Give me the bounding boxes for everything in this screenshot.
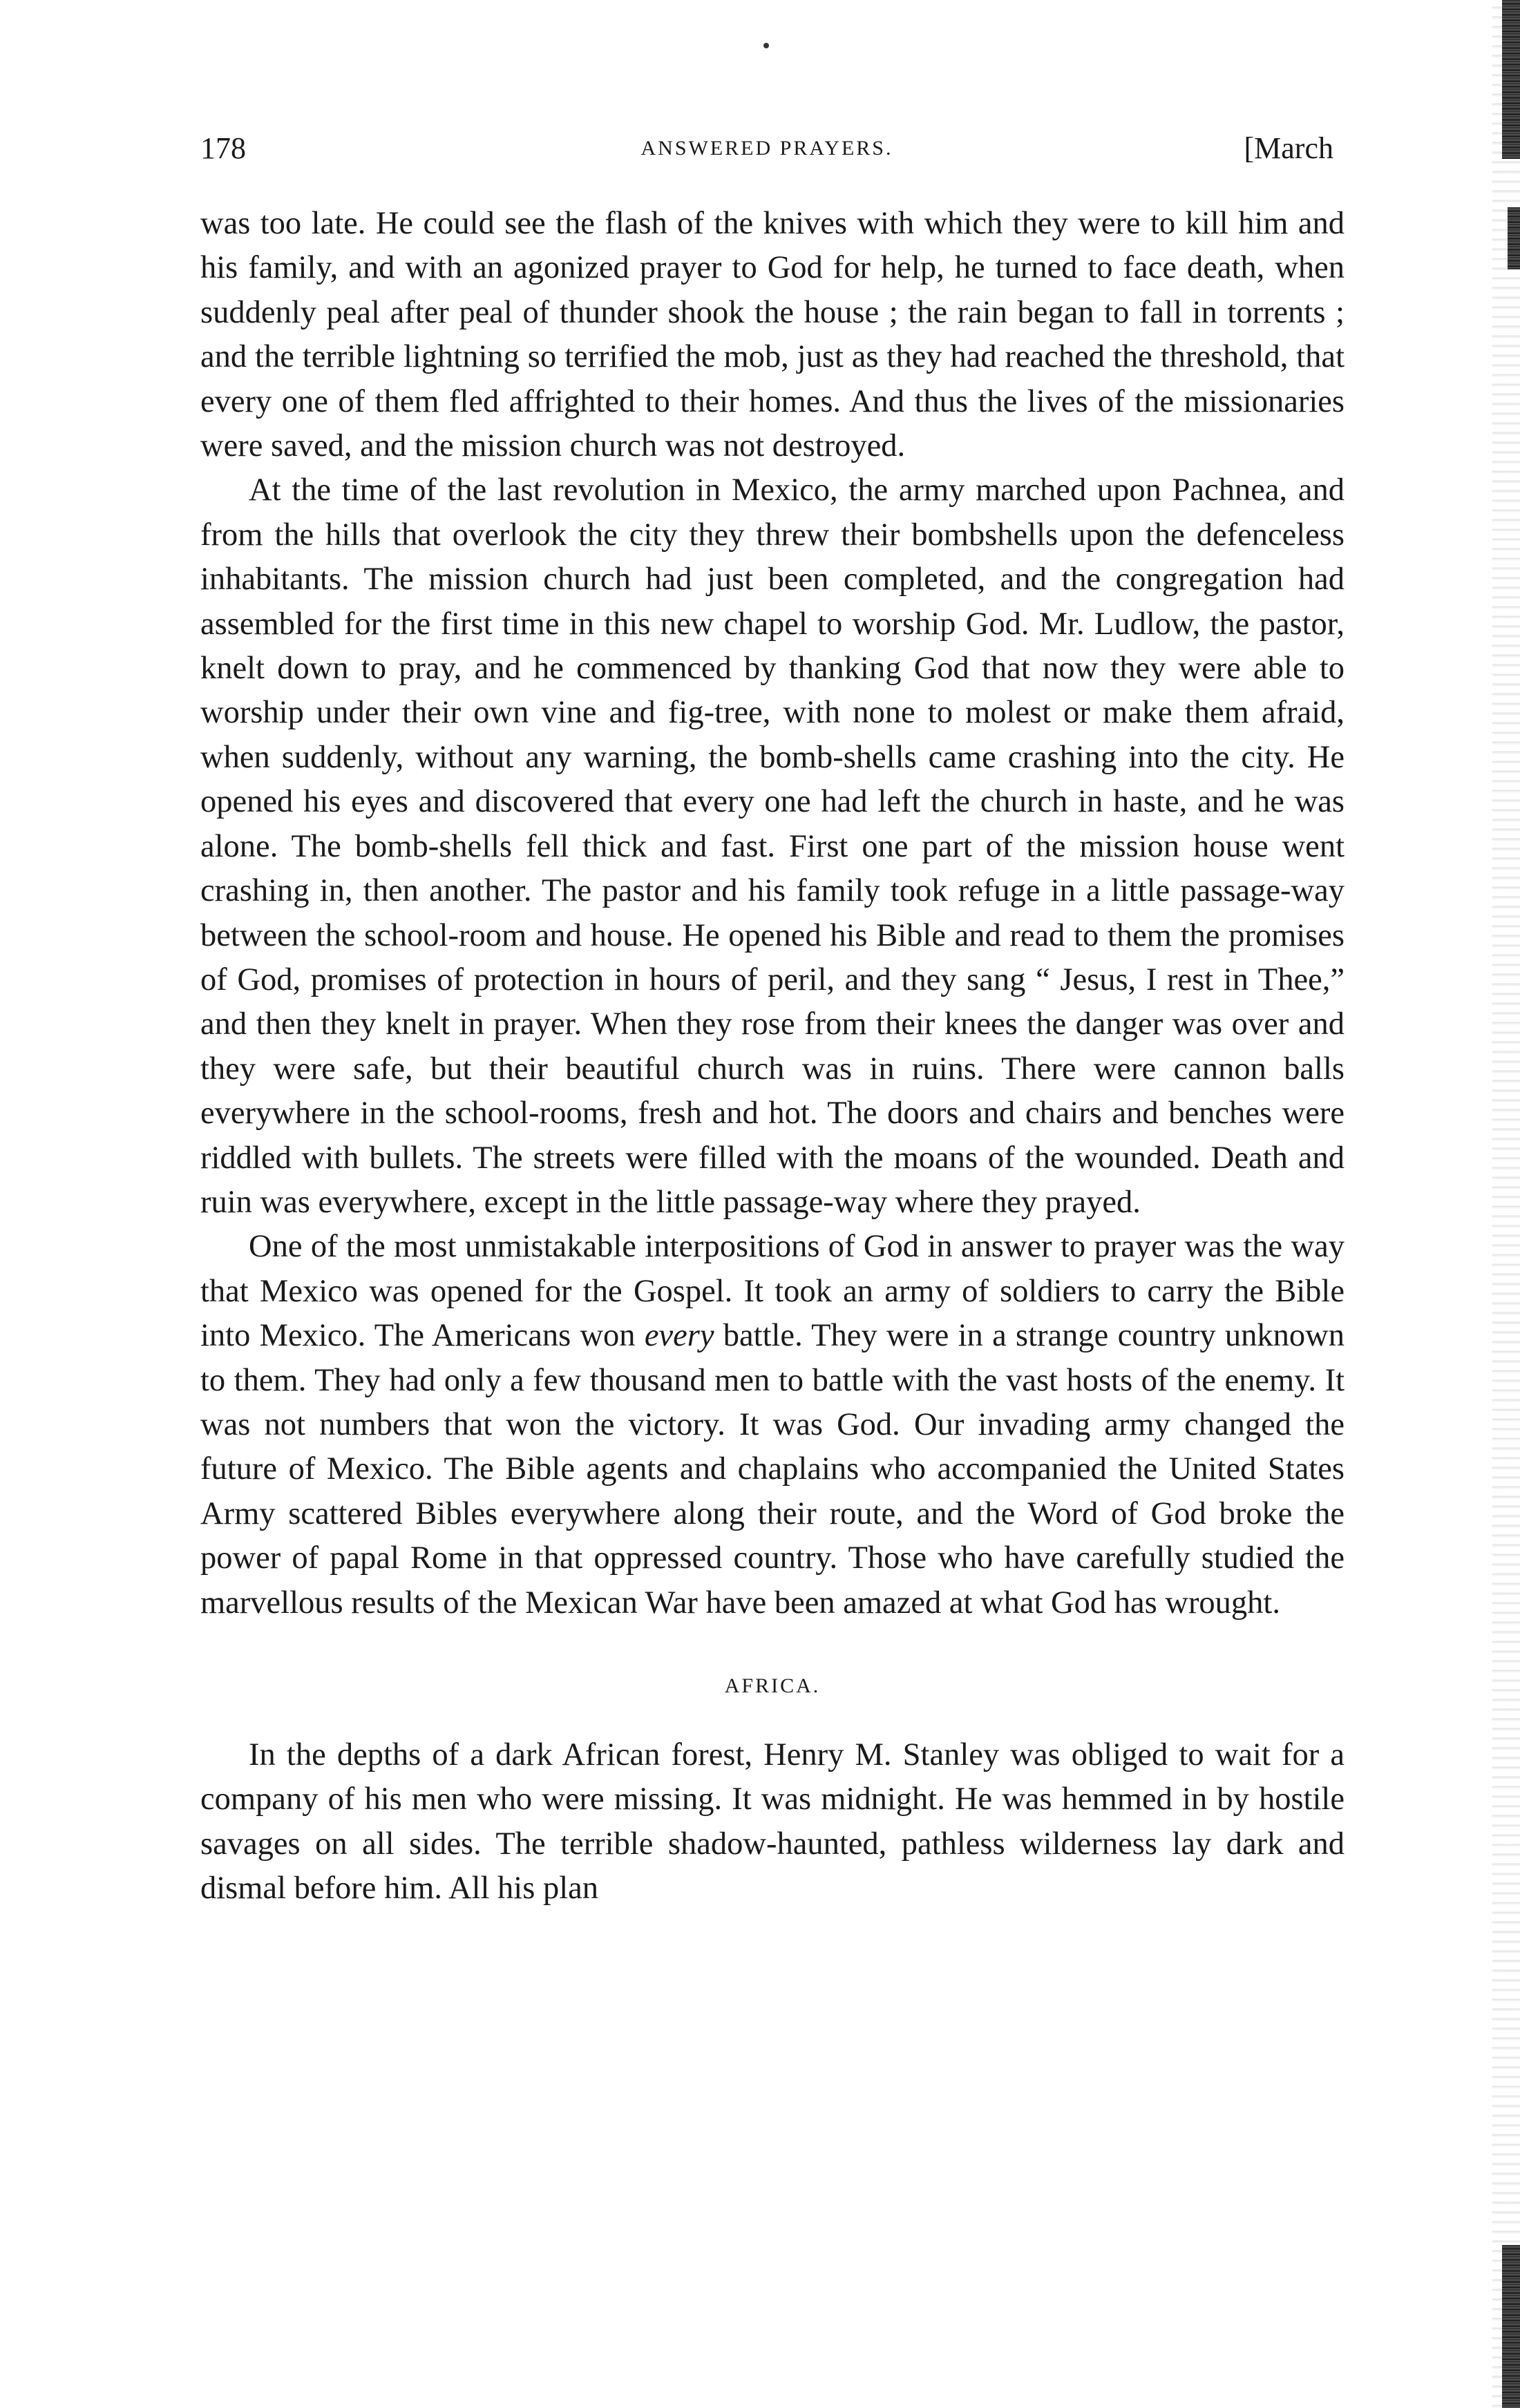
- scan-edge-shadow-bottom: [1502, 2245, 1520, 2408]
- scan-edge-shadow-top: [1502, 0, 1520, 159]
- paragraph-revolution: At the time of the last revolution in Mexico, the army marched upon Pachnea, and from the hills that overlook the city they threw their bombshells upon the defenceless inhabitants. The mission church had just been completed, and the congregation had assembled for the first time in this new chapel to worship God. Mr. Ludlow, the pastor, knelt down to pray, and he commenced by thanking God that now they were able to worship under their own vine and fig-tree, with none to molest or make them afraid, when suddenly, without any warning, the bomb-shells came crashing into the city. He opened his eyes and discovered that every one had left the church in haste, and he was alone. The bomb-shells fell thick and fast. First one part of the mission house went crashing in, then another. The pastor and his family took refuge in a little passage-way between the school-room and house. He opened his Bible and read to them the promises of God, promises of protection in hours of peril, and they sang “ Jesus, I rest in Thee,” and then they knelt in prayer. When they rose from their knees the danger was over and they were safe, but their beautiful church was in ruins. There were cannon balls everywhere in the school-rooms, fresh and hot. The doors and chairs and benches were riddled with bullets. The streets were filled with the moans of the wounded. Death and ruin was everywhere, except in the little passage-way where they prayed.: [200, 472, 1345, 1220]
- page-header: [200, 124, 1333, 173]
- paragraph-mexico-gospel: [200, 1225, 1345, 1625]
- page-number: 178: [200, 131, 246, 165]
- paragraph-text-end: battle. They were in a strange country unknown to them. They had only a few thousand men to battle with the vast hosts of the enemy. It was not numbers that won the victory. It was God. Our invading army changed the future of Mexico. The Bible agents and chaplains who accompanied the United States Army scattered Bibles everywhere along their route, and the Word of God broke the power of papal Rome in that oppressed country. Those who have carefully studied the marvellous results of the Mexican War have been amazed at what God has wrought.: [200, 1318, 1345, 1621]
- paragraph-africa: In the depths of a dark African forest, Henry M. Stanley was obliged to wait for a company of his men who were missing. It was midnight. He was hemmed in by hostile savages on all sides. The terrible shadow-haunted, pathless wilderness lay dark and dismal before him. All his plan: [200, 1737, 1345, 1907]
- section-heading: AFRICA.: [724, 1674, 821, 1697]
- running-title: ANSWERED PRAYERS.: [640, 137, 893, 160]
- paragraph-text-start: One of the most unmistakable interpositions of God in answer to prayer was the way that Mexico was opened for the Gospel. It took an army of soldiers to carry the Bible into Mexico. The Americans won: [200, 1229, 1345, 1354]
- scan-edge-noise: [1492, 0, 1520, 2408]
- emphasis-word: every: [644, 1318, 714, 1354]
- paragraph-continuation: was too late. He could see the flash of the knives with which they were to kill him and his family, and with an agonized prayer to God for help, he turned to face death, when suddenly peal after peal of thunder shook the house ; the rain began to fall in torrents ; and the terrible lightning so terrified the mob, just as they had reached the threshold, that every one of them fled affrighted to their homes. And thus the lives of the missionaries were saved, and the mission church was not destroyed.: [200, 206, 1345, 464]
- running-month: [March: [1244, 131, 1333, 165]
- scan-edge-shadow-mid: [1508, 207, 1520, 269]
- print-speck: [763, 43, 769, 48]
- page-body: [200, 202, 1345, 1911]
